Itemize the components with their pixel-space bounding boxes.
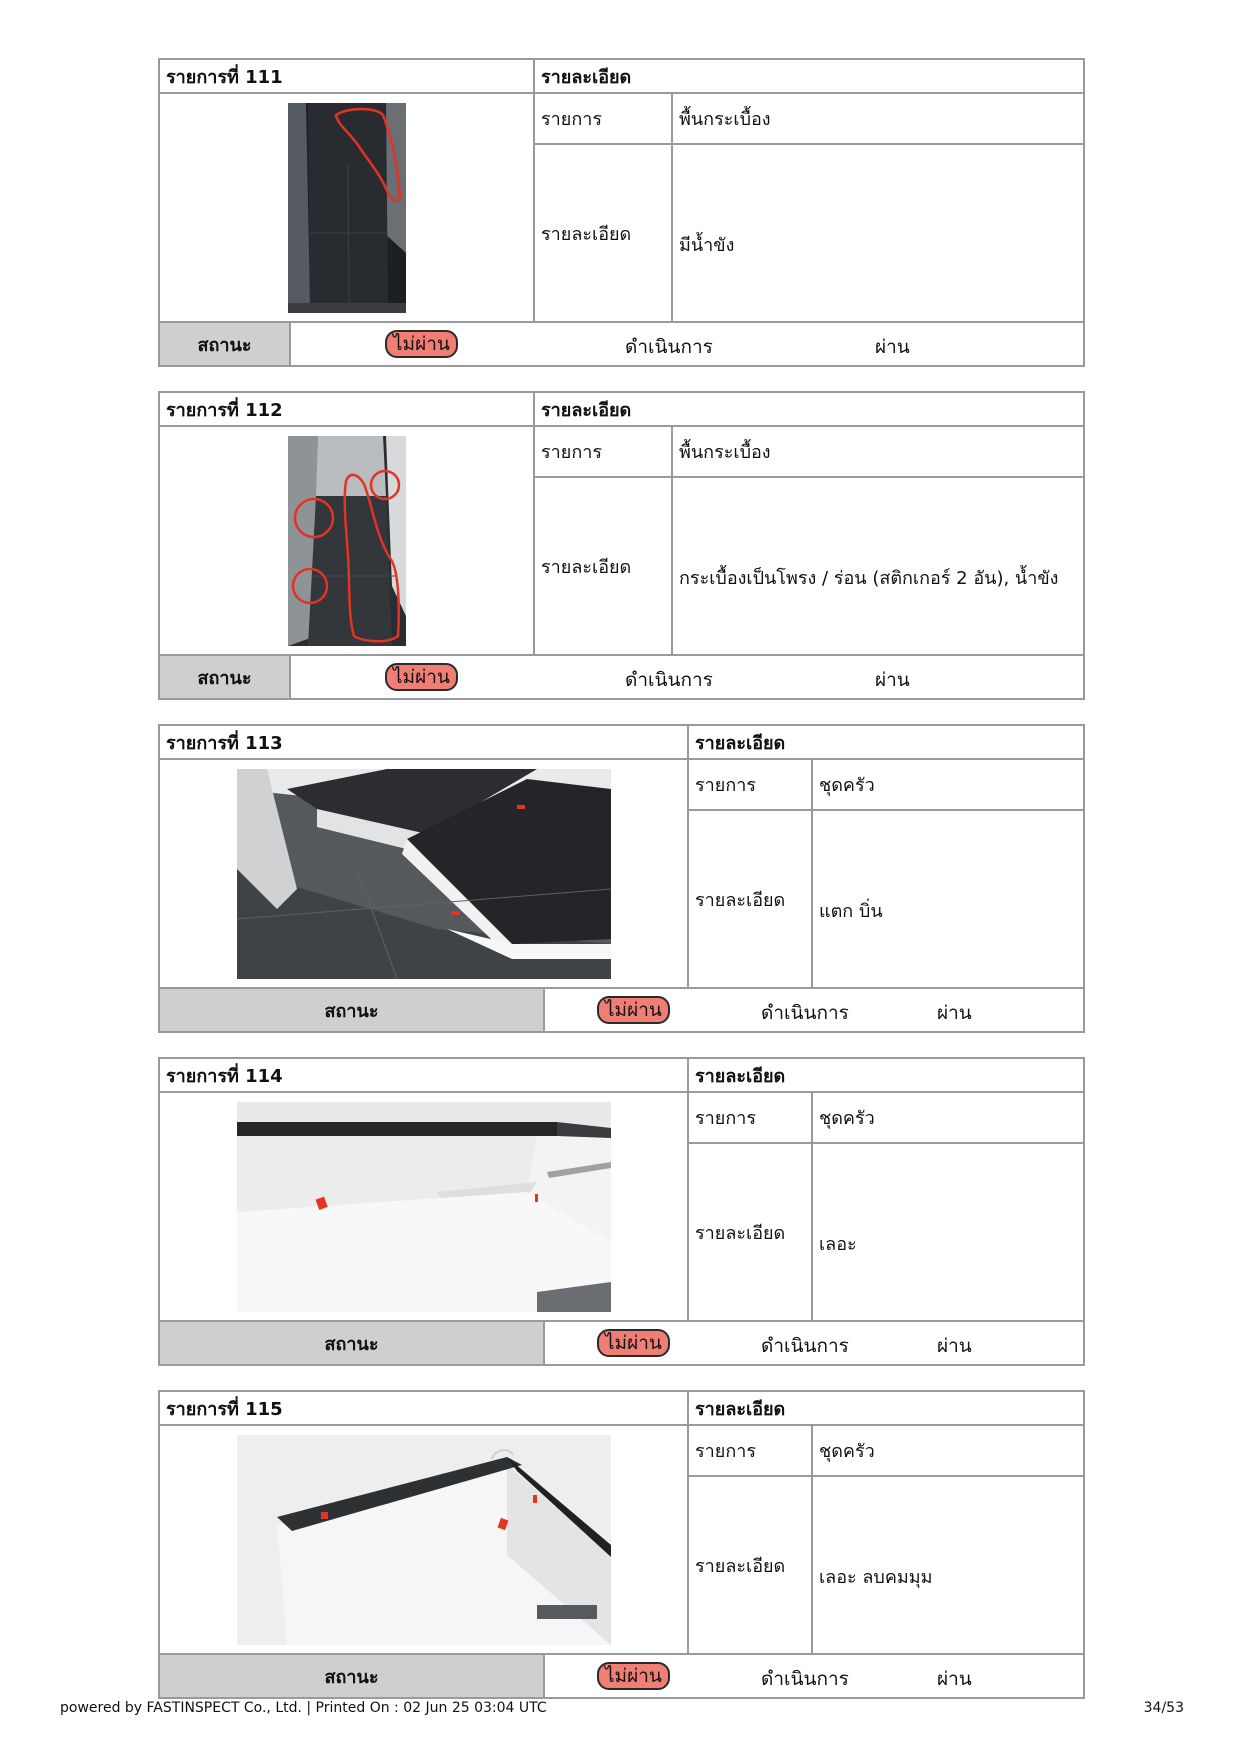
item-title: รายการที่ 111: [160, 60, 534, 93]
photo-cell: [160, 93, 534, 322]
item-title: รายการที่ 112: [160, 393, 534, 426]
item-label: รายการ: [534, 426, 672, 477]
status-fail-selected[interactable]: ไม่ผ่าน: [385, 663, 458, 691]
item-label: รายการ: [688, 1425, 812, 1476]
item-label: รายการ: [688, 1092, 812, 1143]
detail-label: รายละเอียด: [688, 1143, 812, 1321]
photo-cell: [160, 759, 688, 988]
detail-header: รายละเอียด: [534, 60, 1083, 93]
item-title: รายการที่ 115: [160, 1392, 688, 1425]
status-label: สถานะ: [160, 322, 290, 365]
item-value: ชุดครัว: [812, 1092, 1083, 1143]
status-options: [544, 1321, 1083, 1364]
inspection-card-111: [158, 58, 1085, 367]
photo-kitchen-counter-corner[interactable]: [237, 1435, 611, 1645]
footer-printed-info: powered by FASTINSPECT Co., Ltd. | Printed On : 02 Jun 25 03:04 UTC: [60, 1700, 547, 1716]
detail-label: รายละเอียด: [534, 144, 672, 322]
inspection-card-115: [158, 1390, 1085, 1699]
detail-label: รายละเอียด: [688, 1476, 812, 1654]
status-pass[interactable]: ผ่าน: [937, 1002, 972, 1024]
status-fail-selected[interactable]: ไม่ผ่าน: [597, 1662, 670, 1690]
item-value: พื้นกระเบื้อง: [672, 426, 1083, 477]
status-fail-selected[interactable]: ไม่ผ่าน: [385, 330, 458, 358]
status-label: สถานะ: [160, 1321, 544, 1364]
status-pass[interactable]: ผ่าน: [937, 1668, 972, 1690]
status-in-progress[interactable]: ดำเนินการ: [761, 1335, 849, 1357]
item-value: ชุดครัว: [812, 1425, 1083, 1476]
inspection-card-114: [158, 1057, 1085, 1366]
detail-value: กระเบื้องเป็นโพรง / ร่อน (สติกเกอร์ 2 อัน), น้ำขัง: [672, 477, 1083, 655]
status-pass[interactable]: ผ่าน: [875, 336, 910, 358]
photo-kitchen-counter-chipped[interactable]: [237, 769, 611, 979]
status-label: สถานะ: [160, 655, 290, 698]
detail-value: เลอะ: [812, 1143, 1083, 1321]
photo-floor-tile-hollow[interactable]: [288, 436, 406, 646]
item-label: รายการ: [534, 93, 672, 144]
detail-label: รายละเอียด: [688, 810, 812, 988]
detail-header: รายละเอียด: [688, 1392, 1083, 1425]
photo-floor-tile-hallway[interactable]: [288, 103, 406, 313]
item-value: พื้นกระเบื้อง: [672, 93, 1083, 144]
detail-header: รายละเอียด: [534, 393, 1083, 426]
status-label: สถานะ: [160, 1654, 544, 1697]
status-options: [290, 322, 1083, 365]
photo-cell: [160, 426, 534, 655]
photo-cell: [160, 1092, 688, 1321]
photo-kitchen-counter-stain[interactable]: [237, 1102, 611, 1312]
page-number: 34/53: [1143, 1700, 1184, 1716]
status-options: [544, 1654, 1083, 1697]
inspection-card-112: [158, 391, 1085, 700]
status-options: [544, 988, 1083, 1031]
item-title: รายการที่ 113: [160, 726, 688, 759]
status-in-progress[interactable]: ดำเนินการ: [761, 1002, 849, 1024]
status-in-progress[interactable]: ดำเนินการ: [761, 1668, 849, 1690]
detail-header: รายละเอียด: [688, 726, 1083, 759]
status-pass[interactable]: ผ่าน: [937, 1335, 972, 1357]
detail-header: รายละเอียด: [688, 1059, 1083, 1092]
item-label: รายการ: [688, 759, 812, 810]
status-pass[interactable]: ผ่าน: [875, 669, 910, 691]
item-value: ชุดครัว: [812, 759, 1083, 810]
detail-value: มีน้ำขัง: [672, 144, 1083, 322]
status-options: [290, 655, 1083, 698]
status-in-progress[interactable]: ดำเนินการ: [625, 669, 713, 691]
status-fail-selected[interactable]: ไม่ผ่าน: [597, 1329, 670, 1357]
detail-value: เลอะ ลบคมมุม: [812, 1476, 1083, 1654]
item-title: รายการที่ 114: [160, 1059, 688, 1092]
status-in-progress[interactable]: ดำเนินการ: [625, 336, 713, 358]
status-label: สถานะ: [160, 988, 544, 1031]
inspection-card-113: [158, 724, 1085, 1033]
photo-cell: [160, 1425, 688, 1654]
detail-value: แตก บิ่น: [812, 810, 1083, 988]
detail-label: รายละเอียด: [534, 477, 672, 655]
status-fail-selected[interactable]: ไม่ผ่าน: [597, 996, 670, 1024]
